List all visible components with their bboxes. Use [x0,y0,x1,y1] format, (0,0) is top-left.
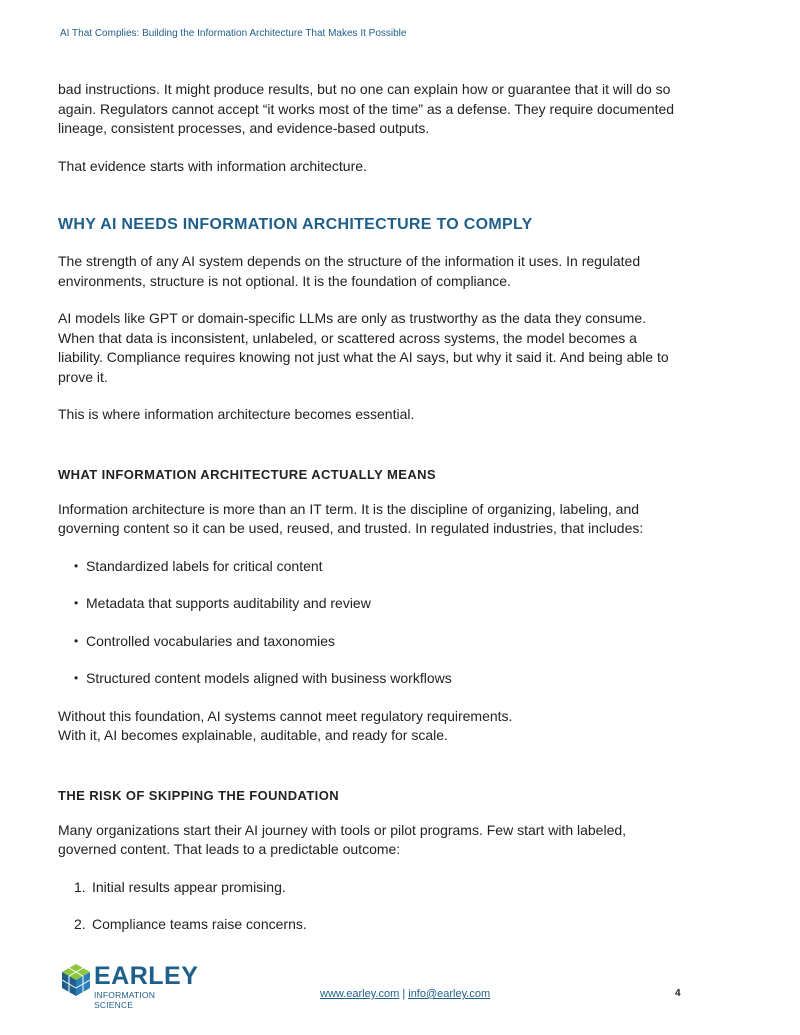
body-paragraph: Information architecture is more than an IT term. It is the discipline of organizing, labeling, and governing content so it can be used, reused, and trusted. In regulated industries, that includes: [58,500,644,536]
body-paragraph: The strength of any AI system depends on the structure of the information it uses. In regulated environments, structure is not optional. It is the foundation of compliance. [58,253,641,289]
subsection-heading-what: WHAT INFORMATION ARCHITECTURE ACTUALLY MEANS [58,466,436,482]
running-header: AI That Complies: Building the Information Architecture That Makes It Possible [60,28,407,39]
logo-subtitle: INFORMATION SCIENCE [94,990,156,1010]
numbered-list [58,878,678,935]
subsection-heading-risk: THE RISK OF SKIPPING THE FOUNDATION [58,787,339,803]
list-item: • Structured content models aligned with business workflows [74,669,678,688]
body-paragraph: AI models like GPT or domain-specific LLMs are only as trustworthy as the data they consume. When that data is inconsistent, unlabeled, or scattered across systems, the model becomes a liability. Compliance requires knowing not just what the AI says, but why it said it. And being able to prove it. [58,310,669,385]
bullet-list [58,557,678,689]
footer-links [320,988,490,1000]
page-number: 4 [675,988,681,999]
logo-wordmark: EARLEY [94,962,199,990]
list-item [74,915,678,934]
closing-line: With it, AI becomes explainable, auditable, and ready for scale. [58,727,448,743]
list-item: • Metadata that supports auditability and review [74,594,678,613]
closing-line: Without this foundation, AI systems cannot meet regulatory requirements. [58,707,513,724]
body-paragraph: Many organizations start their AI journey with tools or pilot programs. Few start with labeled, governed content. That leads to a predictable outcome: [58,821,627,857]
link-separator: | [402,988,406,1000]
list-number: 1. [74,878,86,895]
intro-paragraph: bad instructions. It might produce results, but no one can explain how or guarantee that it will do so again. Regulators cannot accept “it works most of the time” as a defense. They require documented lineage, consistent processes, and evidence-based outputs. [58,81,675,136]
body-paragraph: This is where information architecture becomes essential. [58,406,415,422]
cube-logo-icon [60,962,92,998]
page-footer [0,955,800,1015]
list-item: • Standardized labels for critical content [74,557,678,576]
page-content [58,80,678,953]
list-text: Initial results appear promising. [92,878,286,895]
email-link[interactable]: info@earley.com [408,988,491,1000]
website-link[interactable]: www.earley.com [320,988,400,1000]
intro-paragraph: That evidence starts with information architecture. [58,157,367,174]
list-item: • Controlled vocabularies and taxonomies [74,632,678,651]
earley-logo [60,960,199,1010]
list-number: 2. [74,916,86,932]
list-item [74,878,678,897]
section-heading-why: WHY AI NEEDS INFORMATION ARCHITECTURE TO COMPLY [58,216,533,233]
list-text: Compliance teams raise concerns. [92,916,307,932]
